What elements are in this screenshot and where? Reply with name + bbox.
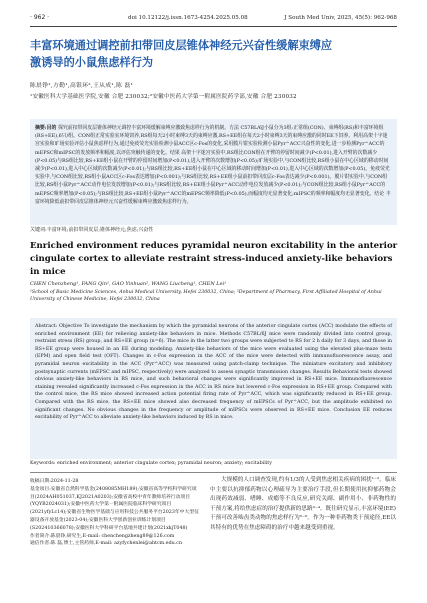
body-paragraph: 大规模的人口调查发现,约有1/3的人受到焦虑相关疾病的困扰¹⁻²。临床中主要以抗抑郁药物以心理疏导为主要治疗手段,但长期使用抗抑郁药物会出现药效减弱、嗜睡、成瘾等不良反应,研究关副、副作用小、非药物性的干预方案,将给焦虑症的治疗提供新的思路³⁻⁴。既往研究显示,丰富环境(EE)干预可改善啮齿类动物的焦虑样行为⁵⁻⁶。作为一种非药物类干预途径,EE以其特有的优势在焦虑障碍的治疗中越来越受到重视。	[210, 477, 396, 531]
english-abstract-box: Abstract: Objective To investigate the mechanism by which the pyramidal neurons of the anterior cingulate cortex (ACC) modulate the effects of enriched environment (EE) for relieving anxiety-like behaviors in mice. Methods C57BL/6J mice were randomly divided into control group, restraint stress (RS) group, and RS+EE group (n=6). The mice in the latter two groups were subjected to RS for 2 h daily for 3 days, and those in RS+EE group were housed in an EE during modeling. Anxiety-like behaviors of the mice were evaluated using the elevated plus-maze tests (EPM) and open field test (OFT). Changes in c-Fos expression in the ACC of the mice were detected with immunofluorescence assay, and pyramidal neuron excitability in the ACC (Pyr^ACC) was measured using patch-clamp technique. The miniature excitatory and inhibitory postsynaptic currents (mEPSC and mIPSC, respectively) were analyzed to assess synaptic transmission changes. Results Behavioral tests showed obvious anxiety-like behaviors in RS mice, and such behavioral changes were significantly improved in RS+EE mice. Immunofluorescence staining revealed significantly increased c-Fos expression in the ACC in RS mice but lowered c-Fos expression in RS+EE group. Compared with the control mice, the RS mice showed increased action potential firing rate of Pyr^ACC, which was significantly reduced in RS+EE group. Compared with the RS mice, the RS+EE mice showed also decreased frequency of mEPSCs of Pyr^ACC, but the amplitude exhibited no significant changes. No obvious changes in the frequency or amplitude of mIPSCs were observed in RS+EE mice. Conclusion EE reduces excitability of Pyr^ACC to alleviate anxiety-like behaviors induced by RS in mice.	[30, 318, 397, 459]
chinese-abstract-text: 探究前扣带回皮层锥体神经元调控丰富环境缓解束缚应激致焦虑样行为的机制。方法 C57BL/6J小鼠分为3组:正常组(CON)、束缚组(RS)和丰富环境组(RS+EE),6只/组。CON组正常实验室环境饲养,RS组每天2小时束缚3天的束缚应激,RS+EE组在每天2小时束缚3天的束缚应激的同时EE下饲养。利用高架十字迷宫实验和旷场实验评估小鼠焦虑样行为,通过免疫荧光实验检测小鼠ACC区c-Fos的变化,采用膜片钳实验检测小鼠Pyr^ACC兴奋性的变化,进一步检测Pyr^ACC的mEPSC和mIPSC的发放频率和幅度,以评估突触传递的变化。结果 高架十字迷宫实验中,RS组比CON组在开臂的停留时间减少(P<0.01),进入开臂的次数减少(P<0.05)与RS组比较,RS+EE组小鼠在开臂的停留时间增加(P<0.01),进入开臂的次数增加(P<0.05);旷场实验中,与CON组比较,RS组小鼠在中心区域的移动时间减少(P<0.01),进入中心区域的次数减少(P<0.01);与RS组比较,RS+EE组小鼠在中心区域的移动时间增加(P<0.01),进入中心区域的次数增加(P<0.05)。免疫荧光实验中,与CON组比较,RS组小鼠ACC区c-Fos表达增加(P<0.001);与RS组比较,RS+EE组小鼠前扣带回皮层c-Fos表达减少(P<0.001)。膜片钳实验中,与CON组比较,RS组小鼠Pyr^ACC动作电位发放增加(P<0.01);与RS组比较,RS+EE组小鼠Pyr^ACC动作电位发放减少(P<0.01);与CON组比较,RS组小鼠Pyr^ACC的mEPSC频率增加(P<0.05);与RS组比较,RS+EE组小鼠Pyr^ACC的mEPSC频率降低(P<0.05),而幅度均无显著变化;mIPSC的频率和幅度均无显著变化。结论 丰富环境降低前扣带回皮层锥体神经元兴奋性缓解束缚应激致焦虑样行为。	[35, 125, 391, 205]
doi[interactable]: doi 10.12122/j.issn.1673-4254.2025.05.08	[128, 15, 248, 21]
corresponding-author: 通信作者:陈 磊,博士,主管药师,E-mail: azyfychenlei@ahtcm.edu.cn	[30, 541, 183, 547]
running-header	[30, 14, 397, 24]
chinese-title	[30, 37, 400, 71]
page-number: · 962 ·	[30, 14, 50, 21]
header-rule	[30, 26, 397, 27]
chinese-title-line1: 丰富环境通过调控前扣带回皮层锥体神经元兴奋性缓解束缚应	[30, 39, 333, 52]
english-keywords: Keywords: enriched environment; anterior cingulate cortex; pyramidal neuron; anxiety; excitability	[30, 461, 272, 466]
chinese-title-line2: 激诱导的小鼠焦虑样行为	[30, 56, 154, 69]
footnote-block	[30, 478, 200, 548]
english-affiliation: ¹School of Basic Medicine Sciences, Anhui Medical University, Hefei 230032, China; ²Department of Pharmacy, First Affiliated Hospital of Anhui University of Chinese Medicine, Hefei 230032, China	[30, 290, 382, 302]
journal-citation: J South Med Univ, 2025, 45(5): 962-968	[284, 15, 397, 21]
section-rule	[30, 472, 397, 473]
chinese-abstract-label: 摘要:目的	[35, 125, 57, 131]
chinese-abstract-box	[30, 119, 397, 225]
chinese-authors: 陈晨铮¹,方勤¹,高银环²,王从成¹,陈 磊¹	[30, 83, 134, 89]
author-info: 作者简介:陈晨铮,研究生,E-mail: chenchengzheng89@126.com	[30, 533, 175, 539]
received-date: 收稿日期:2024-11-28	[30, 479, 79, 484]
funding-info: 基金项目:安徽省自然科学基金(2408085MH189);安徽省高等学校科学研究项目(2024AH051037,KJ2021A0203);安徽省高校中青年教师培养行动项目(YQYB2024031);安徽中医药大学第一附属医院临床科学研究项目(2021yfyLc14);安徽省生物医学基础与应用科技公共服务平台2023年中大型仪器设备开放基金(2023-04);安徽医科大学创新创业训练计划项目(S202410366078);安徽医科大学科研平台基地共建计划(2021xkjT048)	[30, 486, 199, 531]
english-authors: CHEN Chenzheng¹, FANG Qin¹, GAO Yinhuan², WANG Liucheng¹, CHEN Lei¹	[30, 281, 227, 287]
chinese-keywords: 关键词:丰富环境;前扣带回皮层;锥体神经元;焦虑;兴奋性	[30, 227, 154, 233]
english-title: Enriched environment reduces pyramidal neuron excitability in the anterior cingulate cortex to alleviate restraint stress-induced anxiety-like behaviors in mice	[30, 241, 398, 277]
chinese-affiliation: ¹安徽医科大学基础医学院,安徽 合肥 230032;²安徽中医药大学第一附属医院药学部,安徽 合肥 230032	[30, 94, 297, 100]
